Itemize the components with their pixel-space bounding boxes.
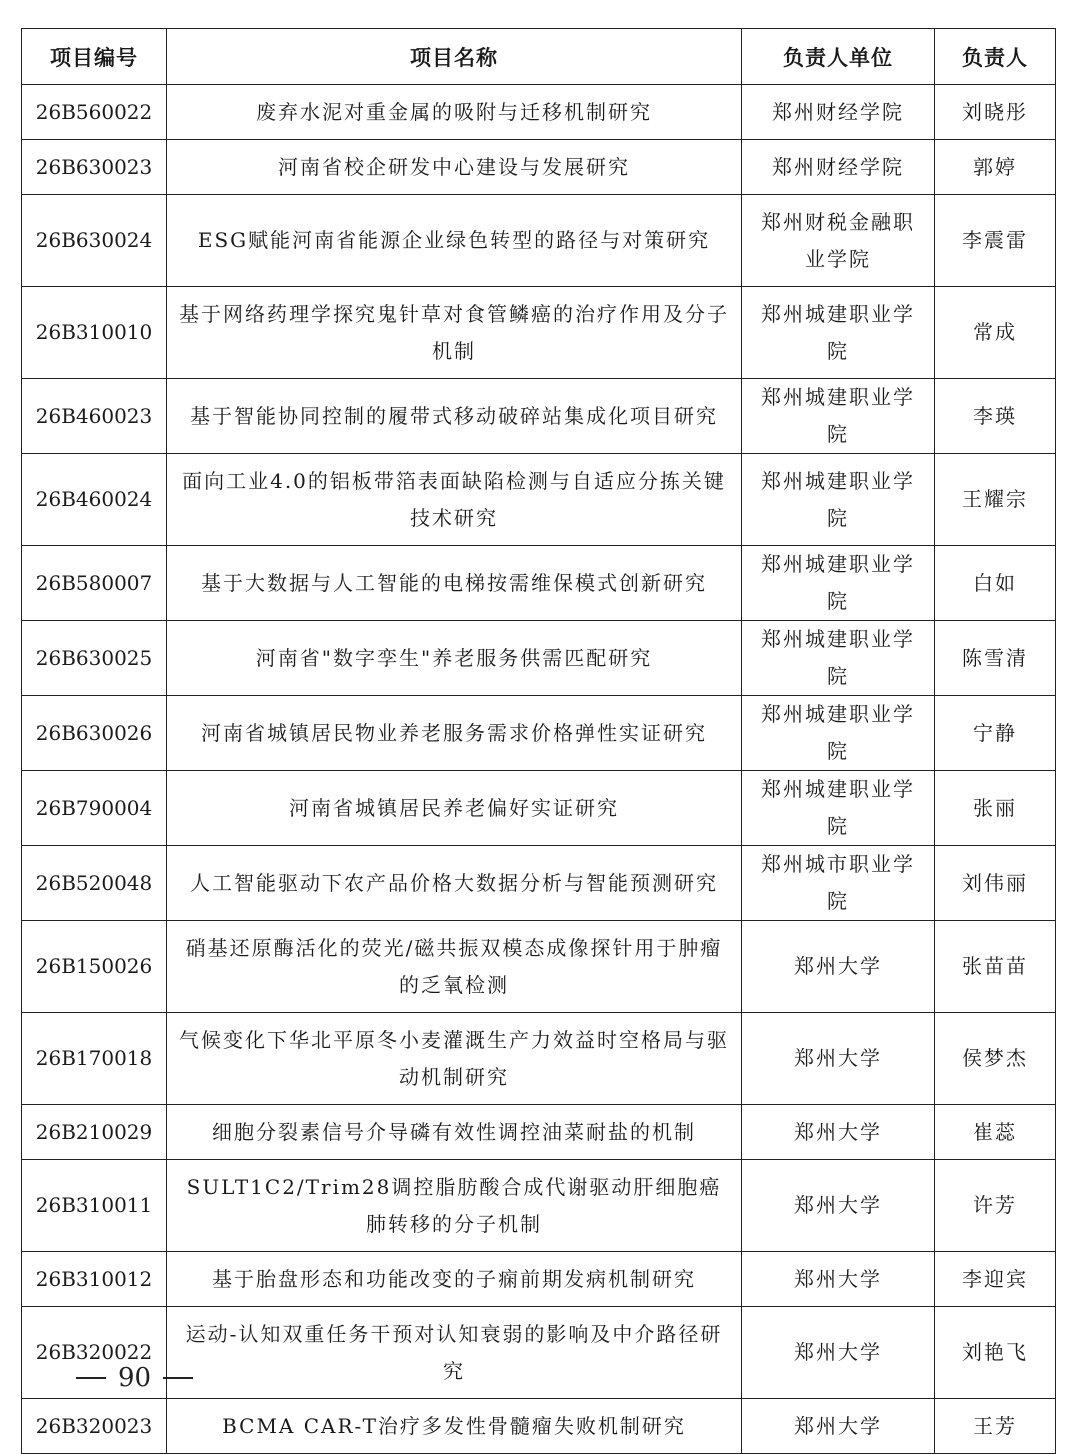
table-row: [22, 379, 1056, 454]
leader-name: 李震雷: [935, 195, 1056, 287]
leader-unit: 郑州城建职业学院: [742, 696, 935, 771]
leader-unit: 郑州城建职业学院: [742, 454, 935, 546]
leader-name: 崔蕊: [935, 1105, 1056, 1160]
project-code: 26B630023: [22, 140, 167, 195]
project-title: SULT1C2/Trim28调控脂肪酸合成代谢驱动肝细胞癌肺转移的分子机制: [167, 1160, 742, 1252]
project-code: 26B520048: [22, 846, 167, 921]
header-leader: 负责人: [935, 29, 1056, 85]
project-code: 26B460024: [22, 454, 167, 546]
table-row: [22, 696, 1056, 771]
table-row: [22, 1105, 1056, 1160]
header-leader-unit: 负责人单位: [742, 29, 935, 85]
project-code: 26B580007: [22, 546, 167, 621]
leader-name: 李迎宾: [935, 1252, 1056, 1307]
project-code: 26B460023: [22, 379, 167, 454]
project-title: 气候变化下华北平原冬小麦灌溉生产力效益时空格局与驱动机制研究: [167, 1013, 742, 1105]
project-code: 26B310011: [22, 1160, 167, 1252]
project-title: 面向工业4.0的铝板带箔表面缺陷检测与自适应分拣关键技术研究: [167, 454, 742, 546]
project-title: 运动-认知双重任务干预对认知衰弱的影响及中介路径研究: [167, 1307, 742, 1399]
leader-unit: 郑州大学: [742, 1252, 935, 1307]
leader-unit: 郑州大学: [742, 921, 935, 1013]
project-title: 人工智能驱动下农产品价格大数据分析与智能预测研究: [167, 846, 742, 921]
leader-unit: 郑州城建职业学院: [742, 771, 935, 846]
project-code: 26B150026: [22, 921, 167, 1013]
project-title: ESG赋能河南省能源企业绿色转型的路径与对策研究: [167, 195, 742, 287]
leader-name: 白如: [935, 546, 1056, 621]
leader-unit: 郑州大学: [742, 1105, 935, 1160]
leader-unit: 郑州大学: [742, 1013, 935, 1105]
project-title: 河南省城镇居民物业养老服务需求价格弹性实证研究: [167, 696, 742, 771]
project-code: 26B630025: [22, 621, 167, 696]
leader-unit: 郑州财税金融职业学院: [742, 195, 935, 287]
table-row: [22, 1399, 1056, 1454]
leader-unit: 郑州城建职业学院: [742, 287, 935, 379]
table-row: [22, 1013, 1056, 1105]
project-title: 河南省校企研发中心建设与发展研究: [167, 140, 742, 195]
leader-unit: 郑州财经学院: [742, 140, 935, 195]
project-code: 26B320023: [22, 1399, 167, 1454]
leader-name: 王芳: [935, 1399, 1056, 1454]
table-row: [22, 771, 1056, 846]
project-code: 26B210029: [22, 1105, 167, 1160]
project-code: 26B630026: [22, 696, 167, 771]
leader-unit: 郑州城市职业学院: [742, 846, 935, 921]
project-title: BCMA CAR-T治疗多发性骨髓瘤失败机制研究: [167, 1399, 742, 1454]
project-title: 基于大数据与人工智能的电梯按需维保模式创新研究: [167, 546, 742, 621]
header-project-code: 项目编号: [22, 29, 167, 85]
project-code: 26B560022: [22, 85, 167, 140]
table-row: [22, 621, 1056, 696]
table-row: [22, 85, 1056, 140]
table-row: [22, 454, 1056, 546]
leader-name: 李瑛: [935, 379, 1056, 454]
leader-name: 刘伟丽: [935, 846, 1056, 921]
leader-unit: 郑州大学: [742, 1307, 935, 1399]
project-title: 基于网络药理学探究鬼针草对食管鳞癌的治疗作用及分子机制: [167, 287, 742, 379]
table-row: [22, 195, 1056, 287]
page-number: 90: [118, 1363, 152, 1393]
header-project-name: 项目名称: [167, 29, 742, 85]
table-row: [22, 140, 1056, 195]
table-row: [22, 1160, 1056, 1252]
leader-name: 刘艳飞: [935, 1307, 1056, 1399]
leader-unit: 郑州城建职业学院: [742, 379, 935, 454]
leader-name: 宁静: [935, 696, 1056, 771]
leader-name: 郭婷: [935, 140, 1056, 195]
project-title: 废弃水泥对重金属的吸附与迁移机制研究: [167, 85, 742, 140]
table-row: [22, 546, 1056, 621]
project-table: [21, 28, 1056, 1454]
leader-name: 陈雪清: [935, 621, 1056, 696]
project-code: 26B310010: [22, 287, 167, 379]
leader-unit: 郑州城建职业学院: [742, 546, 935, 621]
table-row: [22, 921, 1056, 1013]
table-header-row: [22, 29, 1056, 85]
leader-name: 常成: [935, 287, 1056, 379]
project-code: 26B790004: [22, 771, 167, 846]
project-title: 河南省城镇居民养老偏好实证研究: [167, 771, 742, 846]
table-row: [22, 287, 1056, 379]
project-code: 26B170018: [22, 1013, 167, 1105]
page-footer: [0, 1358, 260, 1398]
leader-unit: 郑州大学: [742, 1399, 935, 1454]
leader-unit: 郑州大学: [742, 1160, 935, 1252]
table-row: [22, 846, 1056, 921]
project-title: 硝基还原酶活化的荧光/磁共振双模态成像探针用于肿瘤的乏氧检测: [167, 921, 742, 1013]
right-dash: [163, 1377, 193, 1379]
leader-name: 刘晓彤: [935, 85, 1056, 140]
project-code: 26B630024: [22, 195, 167, 287]
left-dash: [76, 1377, 106, 1379]
leader-unit: 郑州城建职业学院: [742, 621, 935, 696]
project-title: 基于胎盘形态和功能改变的子痫前期发病机制研究: [167, 1252, 742, 1307]
leader-name: 许芳: [935, 1160, 1056, 1252]
project-title: 河南省"数字孪生"养老服务供需匹配研究: [167, 621, 742, 696]
leader-name: 张丽: [935, 771, 1056, 846]
project-title: 细胞分裂素信号介导磷有效性调控油菜耐盐的机制: [167, 1105, 742, 1160]
project-code: 26B320022: [22, 1307, 167, 1399]
project-title: 基于智能协同控制的履带式移动破碎站集成化项目研究: [167, 379, 742, 454]
project-code: 26B310012: [22, 1252, 167, 1307]
leader-name: 张苗苗: [935, 921, 1056, 1013]
leader-unit: 郑州财经学院: [742, 85, 935, 140]
leader-name: 侯梦杰: [935, 1013, 1056, 1105]
table-row: [22, 1252, 1056, 1307]
leader-name: 王耀宗: [935, 454, 1056, 546]
